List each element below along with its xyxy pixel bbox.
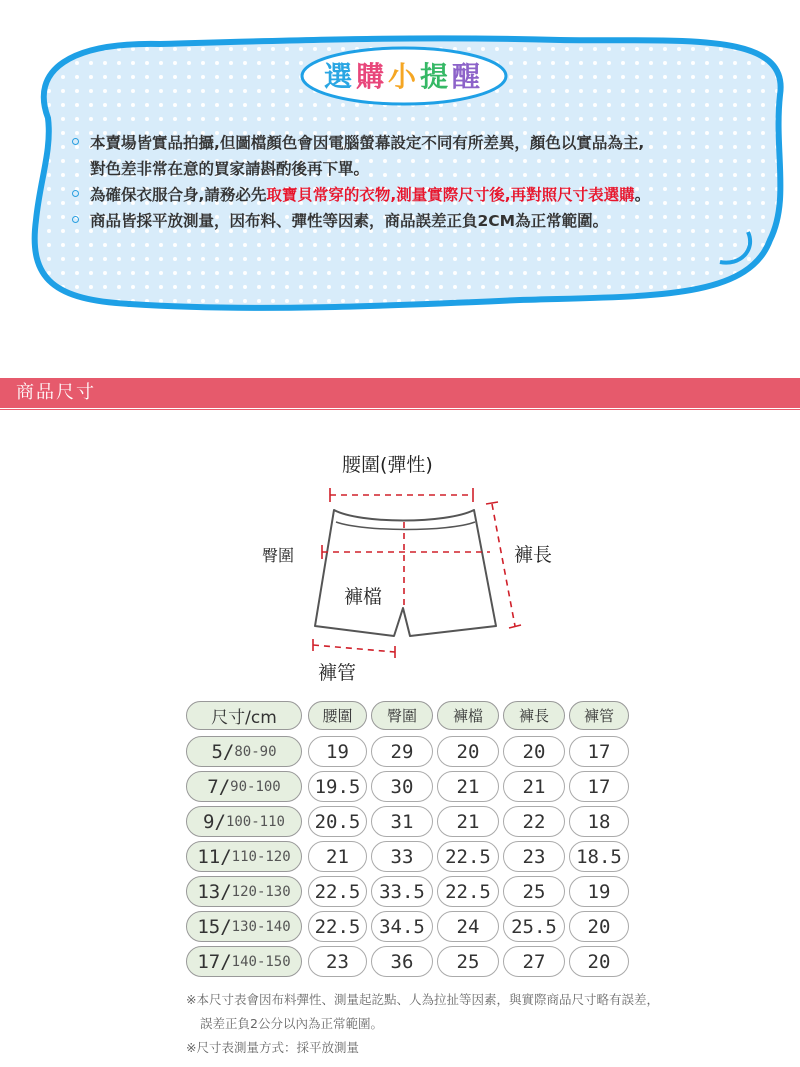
hip-label: 臀圍 xyxy=(262,546,295,565)
tip-text: 對色差非常在意的買家請斟酌後再下單。 xyxy=(90,160,370,178)
tips-title-char: 購 xyxy=(355,60,388,93)
waist-cell: 22.5 xyxy=(308,911,367,942)
length-cell: 20 xyxy=(503,736,565,767)
leg-cell: 19 xyxy=(569,876,629,907)
length-cell: 25 xyxy=(503,876,565,907)
tips-title-char: 醒 xyxy=(452,60,485,93)
header-cell-size: 尺寸/cm xyxy=(186,701,302,730)
tips-title-char: 小 xyxy=(387,60,420,93)
size-cell: 17/ 140-150 xyxy=(186,946,302,977)
header-cell-hip: 臀圍 xyxy=(371,701,433,730)
tip-text-highlight: 再對照尺寸表選購 xyxy=(510,186,635,204)
size-cell: 7/ 90-100 xyxy=(186,771,302,802)
leg-cell: 17 xyxy=(569,771,629,802)
hip-cell: 36 xyxy=(371,946,433,977)
rise-cell: 20 xyxy=(437,736,499,767)
bullet-icon xyxy=(72,138,79,145)
tips-panel xyxy=(0,0,800,340)
leg-cell: 18.5 xyxy=(569,841,629,872)
table-row xyxy=(186,944,632,979)
size-cell: 13/ 120-130 xyxy=(186,876,302,907)
note-text: ※尺寸表測量方式：採平放測量 xyxy=(186,1040,359,1055)
header-cell-length: 褲長 xyxy=(503,701,565,730)
length-label: 褲長 xyxy=(514,544,553,566)
waist-cell: 19.5 xyxy=(308,771,367,802)
header-cell-waist: 腰圍 xyxy=(308,701,367,730)
rise-label: 褲檔 xyxy=(344,586,383,608)
hip-cell: 33.5 xyxy=(371,876,433,907)
size-notes xyxy=(186,988,659,1060)
note-text: ※本尺寸表會因布料彈性、測量起訖點、人為拉扯等因素，與實際商品尺寸略有誤差， xyxy=(186,992,659,1007)
length-cell: 23 xyxy=(503,841,565,872)
tip-text-highlight: 測量實際尺寸後, xyxy=(396,186,511,204)
section-divider xyxy=(0,409,800,410)
tip-item-continued xyxy=(72,156,772,182)
waist-label: 腰圍(彈性) xyxy=(342,454,433,476)
dimension-tick xyxy=(486,502,498,504)
table-header-row xyxy=(186,699,632,734)
hip-cell: 30 xyxy=(371,771,433,802)
waist-cell: 23 xyxy=(308,946,367,977)
leg-dimension-line xyxy=(313,645,395,652)
hip-cell: 31 xyxy=(371,806,433,837)
table-row xyxy=(186,839,632,874)
tip-text-highlight: 取寶貝常穿的衣物, xyxy=(266,186,397,204)
section-header xyxy=(0,378,800,408)
length-cell: 21 xyxy=(503,771,565,802)
length-dimension-line xyxy=(492,504,515,626)
length-cell: 25.5 xyxy=(503,911,565,942)
header-cell-rise: 褲檔 xyxy=(437,701,499,730)
tips-list xyxy=(72,130,772,234)
size-table xyxy=(186,699,632,979)
tip-item xyxy=(72,208,772,234)
leg-cell: 20 xyxy=(569,946,629,977)
leg-label: 褲管 xyxy=(318,662,357,684)
shorts-illustration xyxy=(0,440,800,690)
measurement-diagram xyxy=(0,440,800,690)
header-cell-leg: 褲管 xyxy=(569,701,629,730)
leg-cell: 20 xyxy=(569,911,629,942)
size-cell: 11/ 110-120 xyxy=(186,841,302,872)
note-text: 誤差正負2公分以內為正常範圍。 xyxy=(200,1016,383,1031)
rise-cell: 21 xyxy=(437,806,499,837)
tip-text: 本賣場皆實品拍攝,但圖檔顏色會因電腦螢幕設定不同有所差異，顏色以實品為主, xyxy=(90,134,645,152)
rise-cell: 25 xyxy=(437,946,499,977)
rise-cell: 24 xyxy=(437,911,499,942)
tip-text: 為確保衣服合身,請務必先 xyxy=(90,186,267,204)
table-row xyxy=(186,874,632,909)
hip-cell: 33 xyxy=(371,841,433,872)
table-row xyxy=(186,804,632,839)
waist-cell: 21 xyxy=(308,841,367,872)
table-row xyxy=(186,769,632,804)
tips-title-char: 提 xyxy=(420,60,453,93)
length-cell: 27 xyxy=(503,946,565,977)
tip-text: 商品皆採平放測量，因布料、彈性等因素，商品誤差正負2CM為正常範圍。 xyxy=(90,212,609,230)
waist-cell: 22.5 xyxy=(308,876,367,907)
waist-cell: 20.5 xyxy=(308,806,367,837)
tip-text: 。 xyxy=(634,186,651,204)
rise-cell: 21 xyxy=(437,771,499,802)
bullet-icon xyxy=(72,216,79,223)
tips-title xyxy=(304,50,504,100)
bullet-icon xyxy=(72,190,79,197)
hip-cell: 29 xyxy=(371,736,433,767)
tips-title-char: 選 xyxy=(323,60,356,93)
length-cell: 22 xyxy=(503,806,565,837)
table-row xyxy=(186,909,632,944)
size-cell: 5/ 80-90 xyxy=(186,736,302,767)
rise-cell: 22.5 xyxy=(437,876,499,907)
waist-cell: 19 xyxy=(308,736,367,767)
hip-cell: 34.5 xyxy=(371,911,433,942)
tip-item xyxy=(72,130,772,156)
rise-cell: 22.5 xyxy=(437,841,499,872)
tip-item xyxy=(72,182,772,208)
size-cell: 9/ 100-110 xyxy=(186,806,302,837)
table-row xyxy=(186,734,632,769)
size-cell: 15/ 130-140 xyxy=(186,911,302,942)
leg-cell: 17 xyxy=(569,736,629,767)
section-title: 商品尺寸 xyxy=(16,382,96,403)
leg-cell: 18 xyxy=(569,806,629,837)
